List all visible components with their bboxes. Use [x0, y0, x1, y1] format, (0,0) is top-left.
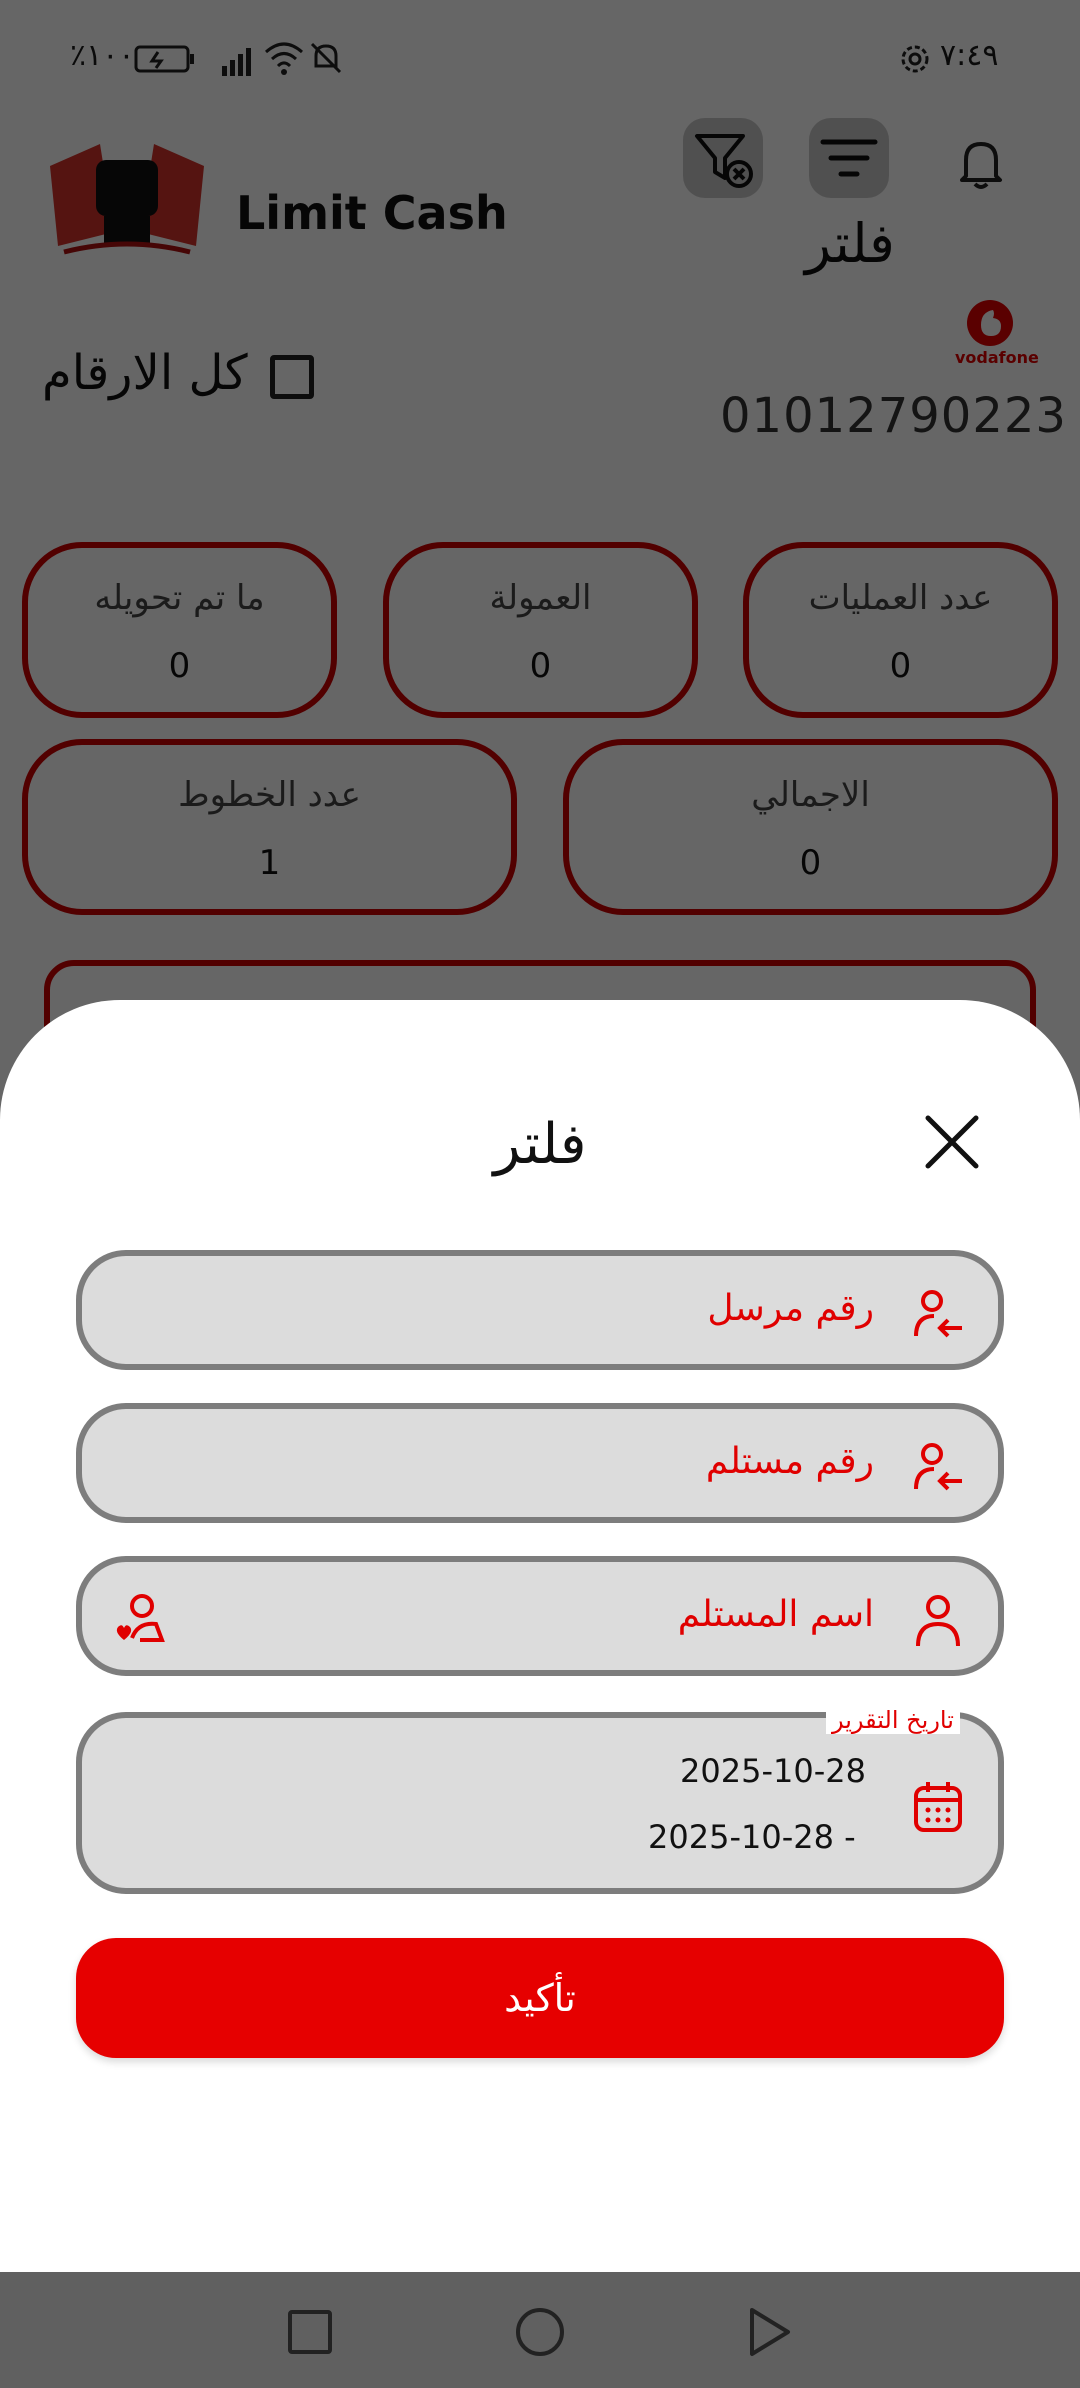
home-icon[interactable] [514, 2306, 566, 2358]
receiver-number-input[interactable] [76, 1403, 1004, 1523]
sender-number-placeholder: رقم مرسل [707, 1288, 874, 1329]
back-icon[interactable] [746, 2306, 794, 2358]
receiver-number-placeholder: رقم مستلم [705, 1441, 874, 1482]
date-from: 2025-10-28 [680, 1752, 866, 1790]
calendar-icon [908, 1778, 968, 1838]
receiver-name-placeholder: اسم المستلم [677, 1594, 874, 1635]
report-date-range-input[interactable] [76, 1712, 1004, 1894]
close-icon[interactable] [922, 1112, 982, 1172]
sender-number-input[interactable] [76, 1250, 1004, 1370]
person-icon [908, 1590, 968, 1650]
system-nav-bar [0, 2272, 1080, 2388]
confirm-button[interactable]: تأكيد [76, 1938, 1004, 2058]
contacts-picker-icon[interactable] [110, 1590, 170, 1650]
recents-icon[interactable] [286, 2308, 334, 2356]
receiver-name-input[interactable] [76, 1556, 1004, 1676]
date-to: 2025-10-28 - [648, 1818, 856, 1856]
sheet-title: فلتر [493, 1112, 587, 1177]
person-arrow-icon [908, 1437, 968, 1497]
person-arrow-icon [908, 1284, 968, 1344]
report-date-label: تاريخ التقرير [826, 1706, 960, 1734]
